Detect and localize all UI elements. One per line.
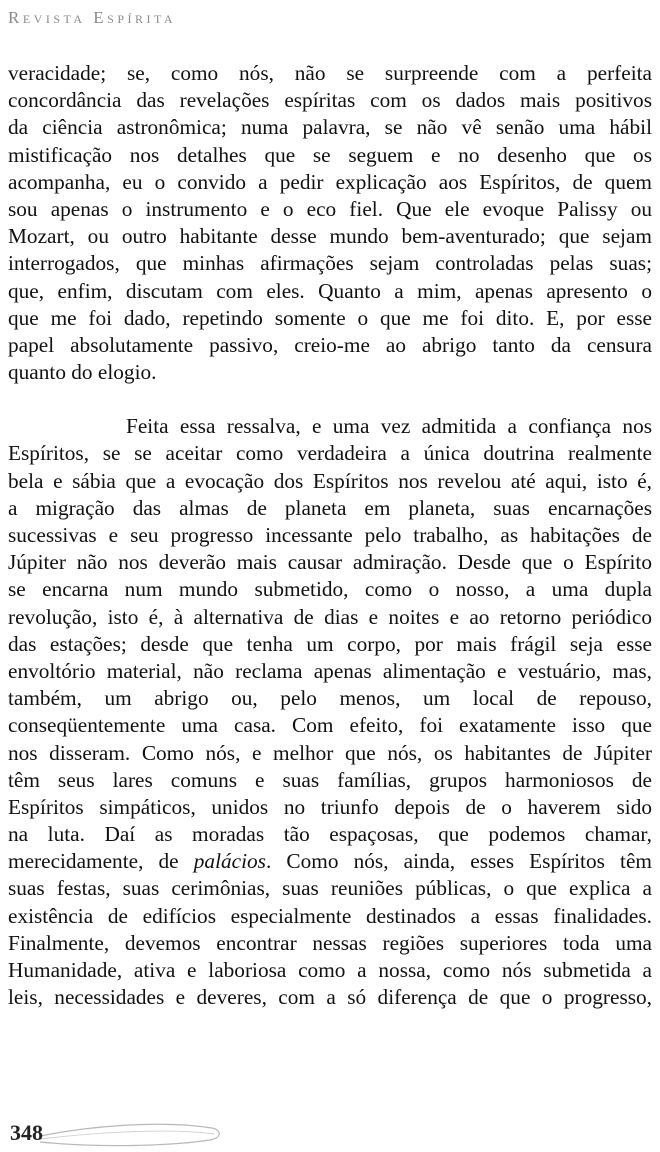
text-line: Humanidade, ativa e laboriosa como a nossa, como nós submetida a [8,958,652,982]
text-line: envoltório material, não reclama apenas alimentação e vestuário, mas, [8,658,652,683]
text-line: quanto do elogio. [8,360,157,385]
text-line: que, enfim, discutam com eles. Quanto a mim, apenas apresento o [8,278,652,303]
italic-word: palácios [193,849,266,874]
text-segment: merecidamente, de [8,849,194,874]
paragraph-2 [8,413,652,1011]
text-line: existência de edifícios especialmente destinados a essas finalidades. [8,903,652,928]
text-line: veracidade; se, como nós, não se surpreende com a perfeita [8,61,652,85]
text-line: interrogados, que minhas afirmações sejam controladas pelas suas; [8,251,652,276]
text-line: revolução, isto é, à alternativa de dias e noites e ao retorno periódico [8,604,652,629]
text-line: Feita essa ressalva, e uma vez admitida a confiança nos [126,414,652,439]
text-line: conseqüentemente uma casa. Com efeito, foi exatamente isso que [8,713,652,738]
text-segment: . Como nós, ainda, esses Espíritos têm [265,849,652,874]
text-line: sou apenas o instrumento e o eco fiel. Que ele evoque Palissy ou [8,196,652,221]
body-text [8,60,652,1011]
text-line: que me foi dado, repetindo somente o que me foi dito. E, por esse [8,305,652,330]
text-line: Mozart, ou outro habitante desse mundo bem-aventurado; que sejam [8,224,652,249]
text-line: têm seus lares comuns e suas famílias, grupos harmoniosos de [8,767,652,792]
text-line: Finalmente, devemos encontrar nessas regiões superiores toda uma [8,930,652,955]
text-line: bela e sábia que a evocação dos Espíritos nos revelou até aqui, isto é, [8,468,652,493]
text-line: nos disseram. Como nós, e melhor que nós, os habitantes de Júpiter [8,740,652,765]
text-line: sucessivas e seu progresso incessante pelo trabalho, as habitações de [8,523,652,547]
paragraph-1 [8,60,652,386]
text-line: concordância das revelações espíritas com os dados mais positivos [8,88,652,113]
page-number: 348 [10,1120,43,1145]
text-line: da ciência astronômica; numa palavra, se não vê senão uma hábil [8,115,652,140]
text-line: a migração das almas de planeta em planeta, suas encarnações [8,495,652,520]
text-line: papel absolutamente passivo, creio-me ao abrigo tanto da censura [8,332,652,357]
text-line: Espíritos, se se aceitar como verdadeira a única doutrina realmente [8,441,652,466]
text-line: suas festas, suas cerimônias, suas reuniões públicas, o que explica a [8,876,652,901]
text-line: Júpiter não nos deverão mais causar admiração. Desde que o Espírito [8,550,652,575]
text-line: leis, necessidades e deveres, com a só diferença de que o progresso, [8,985,652,1010]
text-line: se encarna num mundo submetido, como o nosso, a uma dupla [8,577,652,602]
text-line: mistificação nos detalhes que se seguem e no desenho que os [8,142,652,167]
text-line: das estações; desde que tenha um corpo, por mais frágil seja esse [8,631,652,656]
text-line: Espíritos simpáticos, unidos no triunfo depois de o haverem sido [8,794,652,819]
paragraph-gap [8,386,652,413]
text-line: acompanha, eu o convido a pedir explicação aos Espíritos, de quem [8,169,652,194]
text-line: também, um abrigo ou, pelo menos, um local de repouso, [8,686,652,711]
text-line-palacios [8,848,652,875]
running-header: Revista Espírita [8,8,177,27]
text-line: na luta. Daí as moradas tão espaçosas, que podemos chamar, [8,822,652,847]
